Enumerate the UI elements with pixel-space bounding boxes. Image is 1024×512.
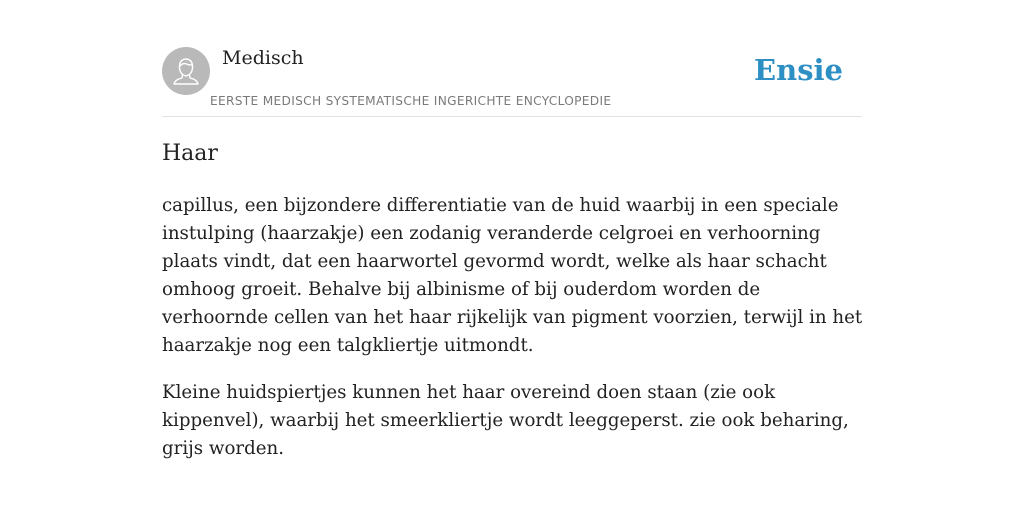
source-name[interactable]: Medisch (222, 47, 304, 69)
article-paragraph: Kleine huidspiertjes kunnen het haar overeind doen staan (zie ook kippenvel), waarbij het smeerkliertje wordt leeggeperst. zie ook beharing, grijs worden. (162, 382, 849, 459)
ensie-logo[interactable]: Ensie (754, 53, 843, 87)
article-body (162, 192, 872, 482)
article-paragraph: capillus, een bijzondere differentiatie van de huid waarbij in een speciale instulping (haarzakje) een zodanig veranderde celgroei en verhoorning plaats vindt, dat een haarwortel gevormd wordt, welke als haar schacht omhoog groeit. Behalve bij albinisme of bij ouderdom worden de verhoornde cellen van het haar rijkelijk van pigment voorzien, terwijl in het haarzakje nog een talgkliertje uitmondt. (162, 195, 863, 356)
user-icon (162, 47, 210, 95)
source-subtitle: EERSTE MEDISCH SYSTEMATISCHE INGERICHTE ENCYCLOPEDIE (210, 94, 612, 108)
article-title: Haar (162, 141, 218, 166)
avatar[interactable] (162, 47, 210, 95)
source-header (162, 46, 862, 117)
